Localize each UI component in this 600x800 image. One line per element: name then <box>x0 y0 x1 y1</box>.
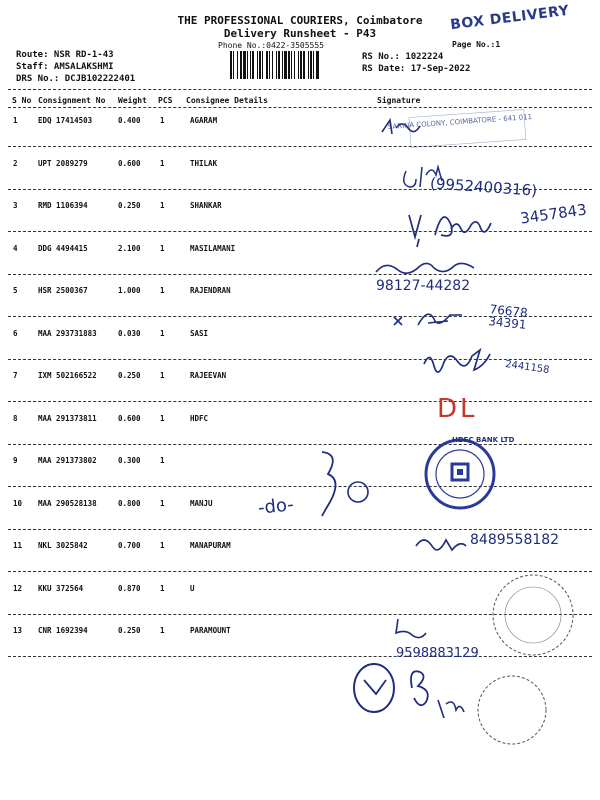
signature-row-4 <box>372 258 482 280</box>
consignee-cell: PARAMOUNT <box>190 626 231 635</box>
signature-number-row-5: 76678 34391 <box>487 302 529 332</box>
pcs-cell: 1 <box>160 116 165 125</box>
sno-cell: 3 <box>13 201 18 210</box>
consignee-cell: AGARAM <box>190 116 218 125</box>
signature-row-7: DL <box>437 394 478 424</box>
sno-cell: 5 <box>13 286 18 295</box>
phone-number: Phone No.:0422-3505555 <box>218 41 324 50</box>
sno-cell: 11 <box>13 541 23 550</box>
consignee-cell: U <box>190 583 195 593</box>
consignee-cell: THILAK <box>190 158 218 168</box>
pcs-cell: 1 <box>160 371 165 380</box>
pcs-cell: 1 <box>160 201 165 210</box>
weight-cell: 0.300 <box>118 456 141 465</box>
weight-cell: 0.800 <box>118 498 141 508</box>
consignee-cell: RAJEEVAN <box>190 371 227 380</box>
stamp-text-row-1: SARINA COLONY, COIMBATORE - 641 011 <box>387 112 533 132</box>
consignment-cell: HSR 2500367 <box>38 286 88 295</box>
hdfc-seal-text: HDFC BANK LTD <box>452 436 515 444</box>
col-signature: Signature <box>377 96 421 105</box>
divider <box>8 89 592 90</box>
barcode <box>230 51 350 79</box>
sno-cell: 10 <box>13 498 23 508</box>
consignment-cell: EDQ 17414503 <box>38 116 93 125</box>
pcs-cell: 1 <box>160 243 165 253</box>
staff: Staff: AMSALAKSHMI <box>16 62 114 72</box>
signature-number-row-3: 3457843 <box>519 200 588 228</box>
signature-row-6 <box>420 346 510 382</box>
weight-cell: 0.250 <box>118 201 141 210</box>
pcs-cell: 1 <box>160 541 165 550</box>
manapuram-seal <box>488 570 578 660</box>
consignment-cell: RMD 1106394 <box>38 201 88 210</box>
pcs-cell: 1 <box>160 583 165 593</box>
signature-phone-row-10: 8489558182 <box>470 532 560 548</box>
pcs-cell: 1 <box>160 158 165 168</box>
signature-row-1 <box>380 110 530 150</box>
weight-cell: 0.700 <box>118 541 141 550</box>
col-pcs: PCS <box>158 96 173 105</box>
consignee-cell: HDFC <box>190 413 209 423</box>
consignee-cell: MASILAMANI <box>190 243 236 253</box>
weight-cell: 0.250 <box>118 626 141 635</box>
consignment-cell: CNR 1692394 <box>38 626 88 635</box>
col-consignment: Consignment No <box>38 96 106 105</box>
row-divider <box>8 486 592 487</box>
bracket-mark-row-8-9 <box>318 448 378 518</box>
consignee-cell: MANAPURAM <box>190 541 231 550</box>
row-divider <box>8 401 592 402</box>
sno-cell: 1 <box>13 116 18 125</box>
consignment-cell: MAA 290528138 <box>38 498 97 508</box>
rs-number: RS No.: 1022224 <box>362 52 444 62</box>
consignment-cell: IXM 502166522 <box>38 371 97 380</box>
signature-row-12 <box>392 615 432 641</box>
sno-cell: 6 <box>13 328 18 338</box>
signature-row-5 <box>392 305 472 335</box>
weight-cell: 0.600 <box>118 158 141 168</box>
row-divider <box>8 274 592 275</box>
pcs-cell: 1 <box>160 328 165 338</box>
consignee-cell: MANJU <box>190 498 213 508</box>
signature-row-9: -do- <box>257 494 295 519</box>
drs-number: DRS No.: DCJB102222401 <box>16 74 136 84</box>
sno-cell: 13 <box>13 626 23 635</box>
pcs-cell: 1 <box>160 286 165 295</box>
weight-cell: 0.250 <box>118 371 141 380</box>
signature-phone-row-12: 9598883129 <box>396 646 479 661</box>
runsheet-title: Delivery Runsheet - P43 <box>223 27 377 40</box>
signature-phone-row-4: 98127-44282 <box>376 278 471 294</box>
sno-cell: 4 <box>13 243 18 253</box>
company-name: THE PROFESSIONAL COURIERS, Coimbatore <box>177 14 423 27</box>
box-delivery-stamp: BOX DELIVERY <box>449 2 571 34</box>
col-sno: S No <box>12 96 32 105</box>
consignment-cell: MAA 291373802 <box>38 456 97 465</box>
sno-cell: 8 <box>13 413 18 423</box>
weight-cell: 1.000 <box>118 286 141 295</box>
row-divider <box>8 529 592 530</box>
sno-cell: 7 <box>13 371 18 380</box>
weight-cell: 0.030 <box>118 328 141 338</box>
consignment-cell: MAA 293731883 <box>38 328 97 338</box>
col-weight: Weight <box>118 96 147 105</box>
col-consignee: Consignee Details <box>186 96 268 105</box>
sno-cell: 9 <box>13 456 18 465</box>
consignment-cell: UPT 2089279 <box>38 158 88 168</box>
weight-cell: 0.870 <box>118 583 141 593</box>
pcs-cell: 1 <box>160 626 165 635</box>
signature-row-3 <box>405 205 525 250</box>
route: Route: NSR RD-1-43 <box>16 50 114 60</box>
consignment-cell: MAA 291373811 <box>38 413 97 423</box>
signature-row-13 <box>350 660 550 730</box>
pcs-cell: 1 <box>160 413 165 423</box>
sno-cell: 12 <box>13 583 23 593</box>
page-number: Page No.:1 <box>452 40 501 49</box>
divider <box>8 107 592 108</box>
consignment-cell: DDG 4494415 <box>38 243 88 253</box>
consignee-cell: SASI <box>190 328 209 338</box>
weight-cell: 2.100 <box>118 243 141 253</box>
pcs-cell: 1 <box>160 456 165 465</box>
pcs-cell: 1 <box>160 498 165 508</box>
signature-row-10 <box>412 532 472 560</box>
weight-cell: 0.600 <box>118 413 141 423</box>
sno-cell: 2 <box>13 158 18 168</box>
weight-cell: 0.400 <box>118 116 141 125</box>
signature-number-row-6: 2441158 <box>504 358 551 377</box>
rs-date: RS Date: 17-Sep-2022 <box>362 64 471 74</box>
hdfc-bank-seal <box>424 438 500 514</box>
consignee-cell: SHANKAR <box>190 201 222 210</box>
consignment-cell: KKU 372564 <box>38 583 84 593</box>
consignment-cell: NKL 3025842 <box>38 541 88 550</box>
consignee-cell: RAJENDRAN <box>190 286 231 295</box>
signature-phone-row-2: (9952400316) <box>429 174 538 200</box>
